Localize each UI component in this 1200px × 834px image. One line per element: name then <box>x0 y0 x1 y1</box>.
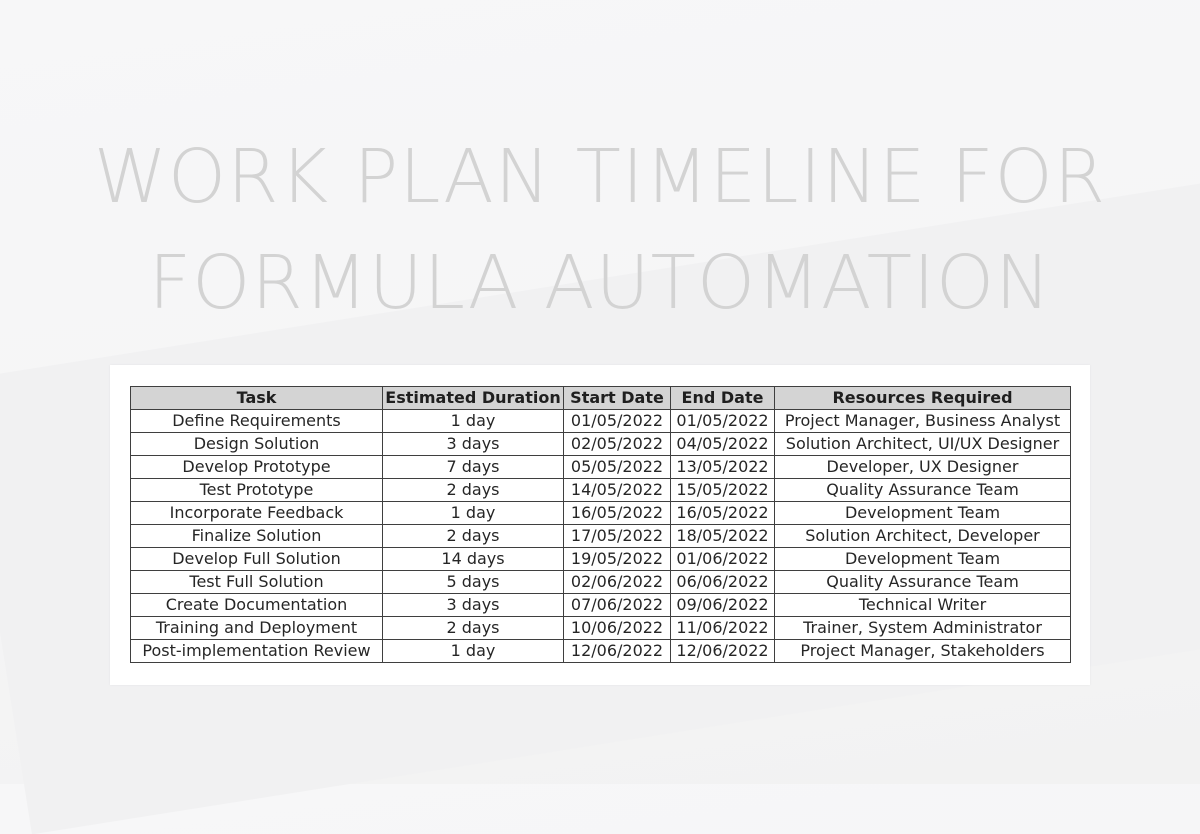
table-row <box>131 617 1071 640</box>
cell-start-date: 12/06/2022 <box>564 640 671 663</box>
cell-start-date: 19/05/2022 <box>564 548 671 571</box>
column-header-end-date: End Date <box>671 387 775 410</box>
table-row <box>131 594 1071 617</box>
page-title-line-1: WORK PLAN TIMELINE FOR <box>93 134 1107 220</box>
cell-task: Finalize Solution <box>131 525 383 548</box>
cell-start-date: 05/05/2022 <box>564 456 671 479</box>
table-card <box>110 365 1090 685</box>
cell-task: Create Documentation <box>131 594 383 617</box>
cell-task: Incorporate Feedback <box>131 502 383 525</box>
work-plan-table <box>130 386 1071 663</box>
table-row <box>131 548 1071 571</box>
cell-duration: 1 day <box>383 640 564 663</box>
cell-start-date: 02/06/2022 <box>564 571 671 594</box>
cell-resources: Trainer, System Administrator <box>775 617 1071 640</box>
cell-duration: 14 days <box>383 548 564 571</box>
column-header-task: Task <box>131 387 383 410</box>
cell-duration: 2 days <box>383 479 564 502</box>
cell-end-date: 01/06/2022 <box>671 548 775 571</box>
cell-resources: Solution Architect, Developer <box>775 525 1071 548</box>
cell-task: Post-implementation Review <box>131 640 383 663</box>
cell-end-date: 18/05/2022 <box>671 525 775 548</box>
cell-duration: 2 days <box>383 617 564 640</box>
cell-end-date: 06/06/2022 <box>671 571 775 594</box>
cell-task: Training and Deployment <box>131 617 383 640</box>
table-row <box>131 525 1071 548</box>
table-header-row <box>131 387 1071 410</box>
cell-task: Design Solution <box>131 433 383 456</box>
cell-end-date: 15/05/2022 <box>671 479 775 502</box>
table-row <box>131 571 1071 594</box>
cell-resources: Development Team <box>775 548 1071 571</box>
cell-duration: 7 days <box>383 456 564 479</box>
cell-start-date: 14/05/2022 <box>564 479 671 502</box>
cell-duration: 5 days <box>383 571 564 594</box>
cell-end-date: 11/06/2022 <box>671 617 775 640</box>
cell-resources: Quality Assurance Team <box>775 571 1071 594</box>
cell-duration: 1 day <box>383 410 564 433</box>
page-title-line-2: FORMULA AUTOMATION <box>148 240 1052 326</box>
cell-end-date: 12/06/2022 <box>671 640 775 663</box>
cell-resources: Quality Assurance Team <box>775 479 1071 502</box>
column-header-estimated-duration: Estimated Duration <box>383 387 564 410</box>
cell-resources: Technical Writer <box>775 594 1071 617</box>
cell-resources: Development Team <box>775 502 1071 525</box>
cell-task: Develop Full Solution <box>131 548 383 571</box>
cell-end-date: 01/05/2022 <box>671 410 775 433</box>
cell-start-date: 07/06/2022 <box>564 594 671 617</box>
cell-resources: Developer, UX Designer <box>775 456 1071 479</box>
cell-start-date: 10/06/2022 <box>564 617 671 640</box>
cell-task: Test Prototype <box>131 479 383 502</box>
cell-start-date: 17/05/2022 <box>564 525 671 548</box>
cell-start-date: 16/05/2022 <box>564 502 671 525</box>
cell-task: Define Requirements <box>131 410 383 433</box>
cell-task: Develop Prototype <box>131 456 383 479</box>
cell-end-date: 04/05/2022 <box>671 433 775 456</box>
cell-end-date: 09/06/2022 <box>671 594 775 617</box>
cell-resources: Solution Architect, UI/UX Designer <box>775 433 1071 456</box>
cell-duration: 3 days <box>383 594 564 617</box>
page-title <box>0 124 1200 336</box>
column-header-resources-required: Resources Required <box>775 387 1071 410</box>
table-row <box>131 640 1071 663</box>
cell-resources: Project Manager, Business Analyst <box>775 410 1071 433</box>
cell-end-date: 13/05/2022 <box>671 456 775 479</box>
cell-duration: 3 days <box>383 433 564 456</box>
cell-resources: Project Manager, Stakeholders <box>775 640 1071 663</box>
table-row <box>131 479 1071 502</box>
cell-task: Test Full Solution <box>131 571 383 594</box>
cell-duration: 1 day <box>383 502 564 525</box>
table-row <box>131 456 1071 479</box>
table-row <box>131 502 1071 525</box>
table-row <box>131 433 1071 456</box>
cell-start-date: 01/05/2022 <box>564 410 671 433</box>
column-header-start-date: Start Date <box>564 387 671 410</box>
cell-start-date: 02/05/2022 <box>564 433 671 456</box>
cell-end-date: 16/05/2022 <box>671 502 775 525</box>
table-row <box>131 410 1071 433</box>
cell-duration: 2 days <box>383 525 564 548</box>
